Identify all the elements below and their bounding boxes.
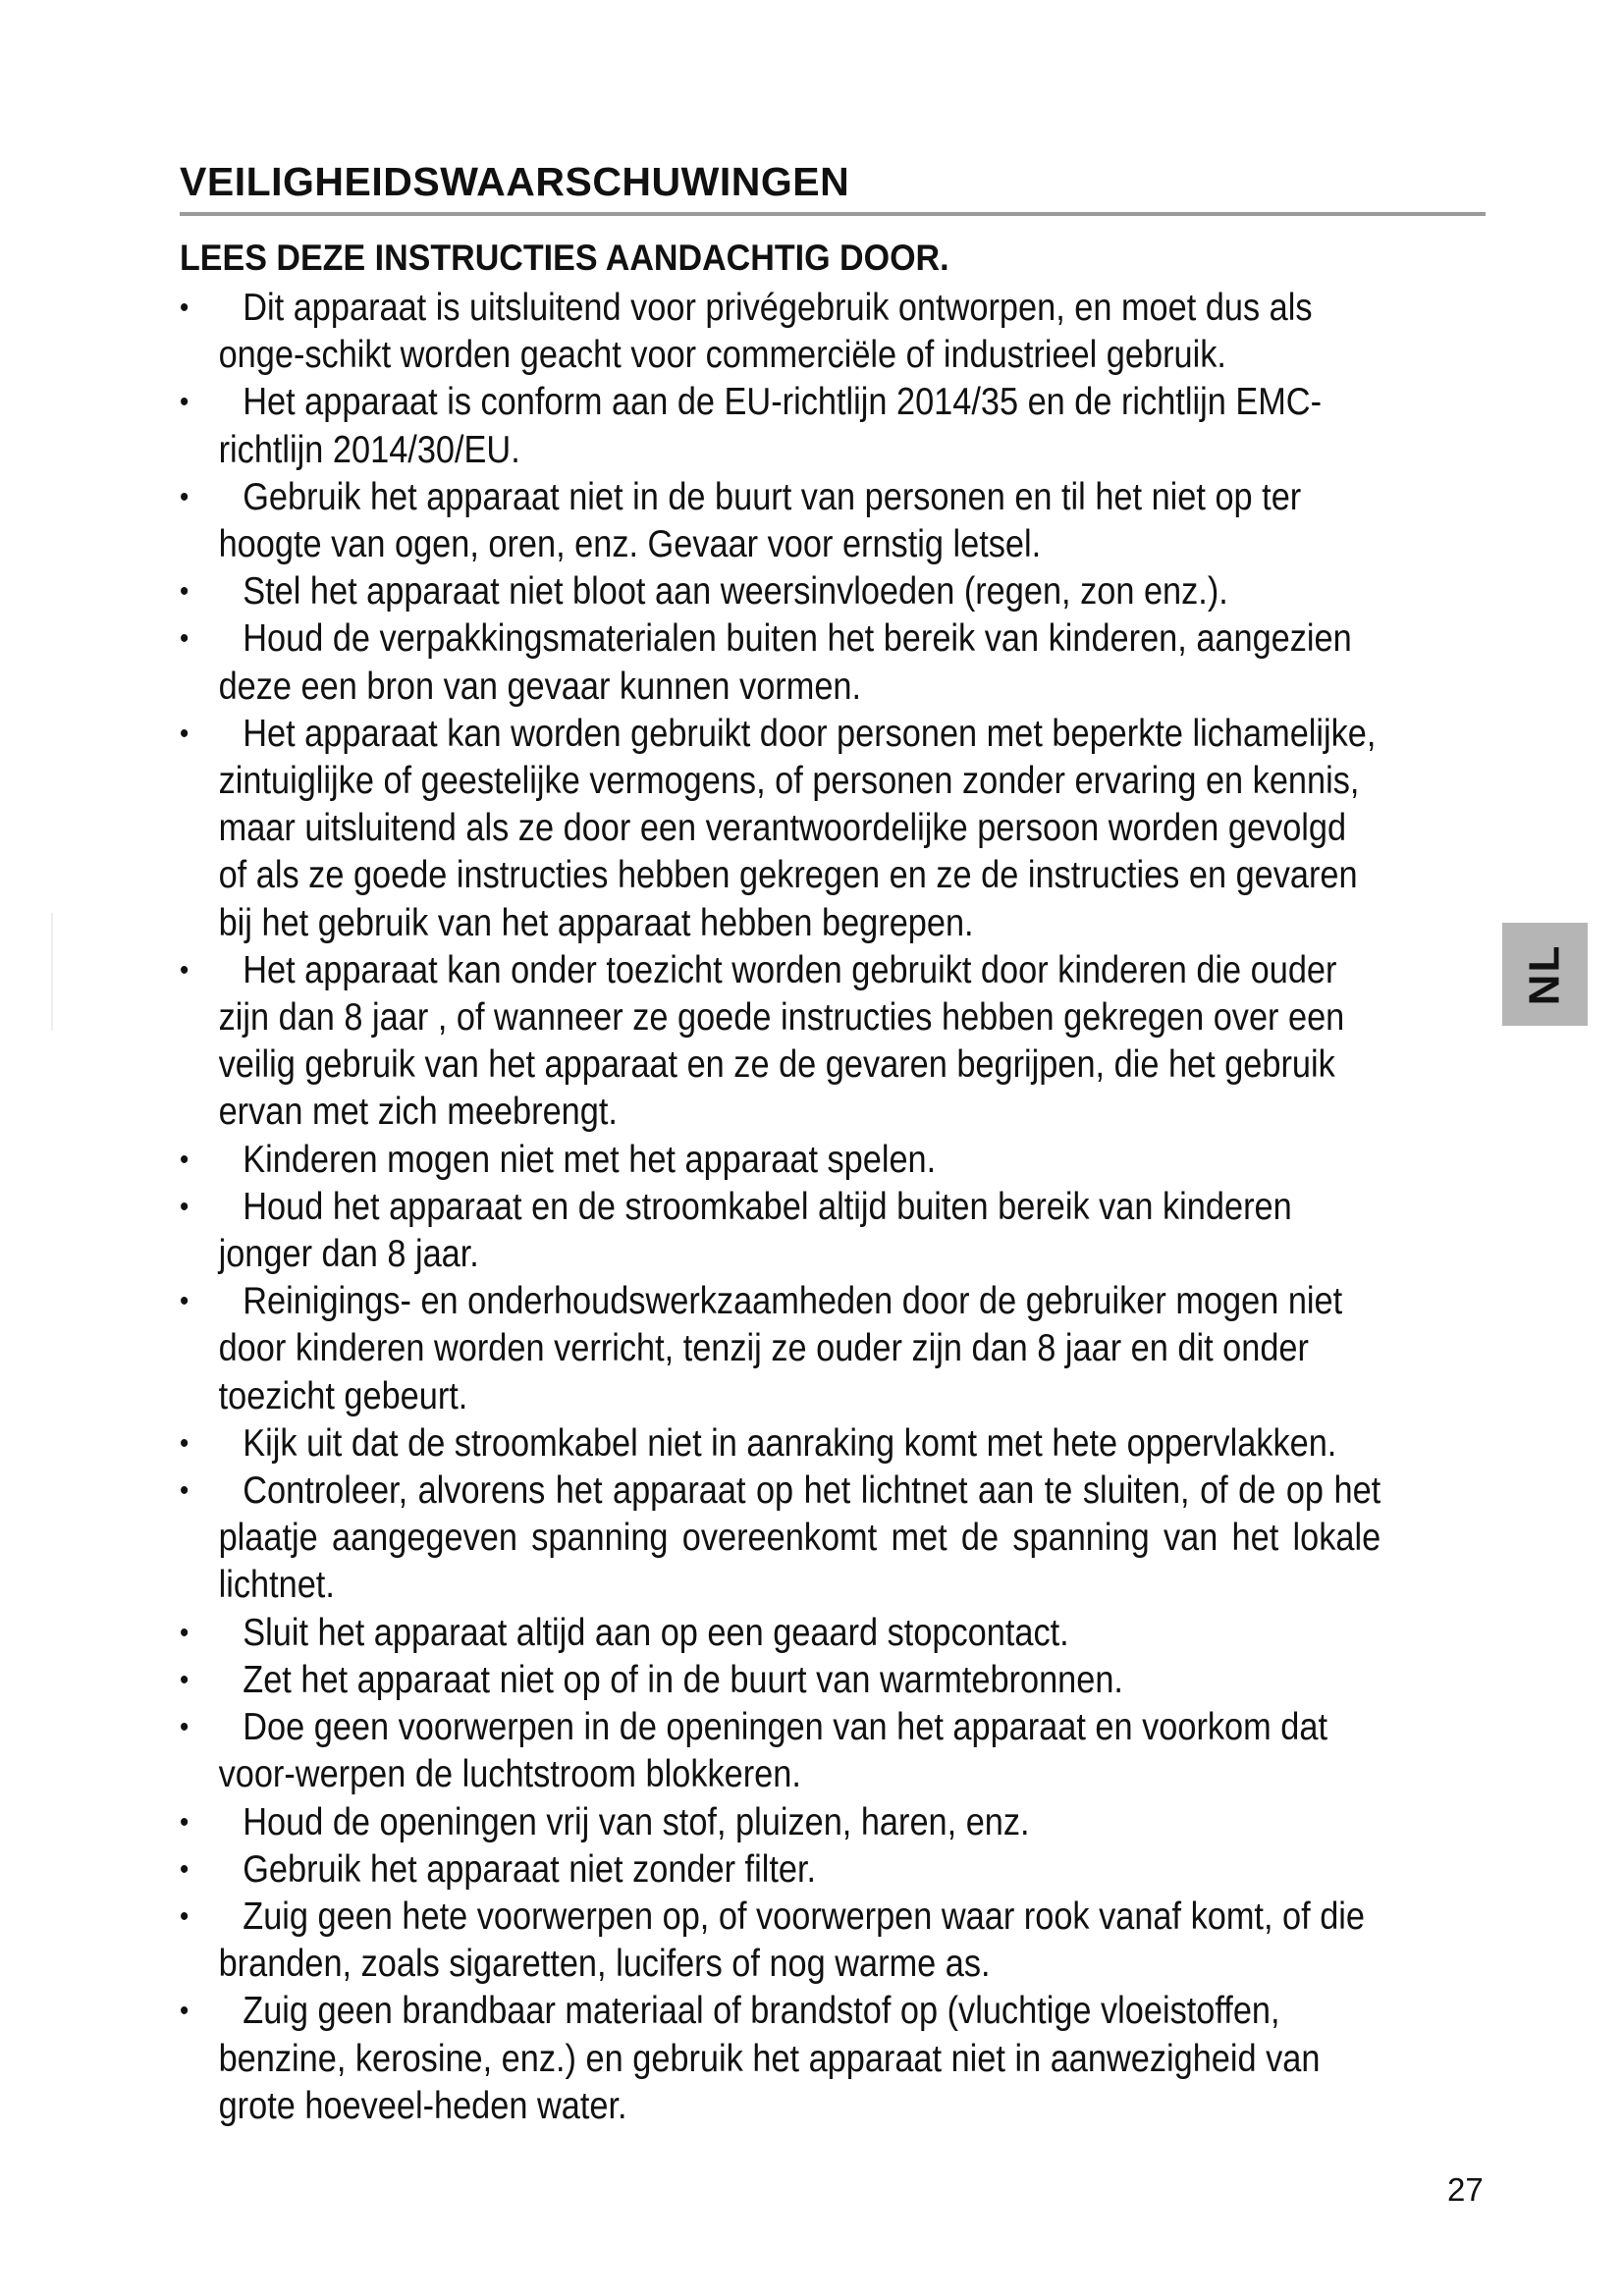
warning-item <box>180 568 1380 615</box>
bullet-icon: • <box>180 1663 189 1696</box>
warning-item <box>180 379 1380 473</box>
warning-item <box>180 1278 1380 1420</box>
bullet-icon: • <box>180 622 189 656</box>
warning-item <box>180 1704 1380 1798</box>
warning-item <box>180 1184 1380 1278</box>
bullet-icon: • <box>180 953 189 987</box>
bullet-icon: • <box>180 480 189 513</box>
warning-item <box>180 1894 1380 1988</box>
bullet-icon: • <box>180 1805 189 1839</box>
warning-text: Het apparaat kan onder toezicht worden gebruikt door kinderen die ouder zijn dan 8 jaar , of wanneer ze goede instructies hebben gekregen over een veilig gebruik van het apparaat en ze de gevaren begrijpen, die het gebruik ervan met zich meebrengt. <box>218 948 1345 1134</box>
warning-text: Zuig geen brandbaar materiaal of brandstof op (vluchtige vloeistoffen, benzine, kerosine, enz.) en gebruik het apparaat niet in aanwezigheid van grote hoeveel-heden water. <box>218 1990 1321 2127</box>
warning-text: Stel het apparaat niet bloot aan weersinvloeden (regen, zon enz.). <box>243 570 1228 614</box>
bullet-icon: • <box>180 1190 189 1223</box>
bullet-icon: • <box>180 292 189 324</box>
bullet-icon: • <box>180 386 189 419</box>
warning-item <box>180 615 1380 710</box>
language-tab <box>1502 923 1588 1026</box>
bullet-icon: • <box>180 1995 189 2028</box>
warning-text: Houd het apparaat en de stroomkabel altijd buiten bereik van kinderen jonger dan 8 jaar. <box>218 1185 1292 1276</box>
instructions-subheading: LEES DEZE INSTRUCTIES AANDACHTIG DOOR. <box>180 238 949 278</box>
warning-text: Zuig geen hete voorwerpen op, of voorwerpen waar rook vanaf komt, of die branden, zoals sigaretten, lucifers of nog warme as. <box>218 1895 1365 1986</box>
bullet-icon: • <box>180 575 189 609</box>
page-number: 27 <box>1447 2171 1484 2208</box>
bullet-icon: • <box>180 1285 189 1318</box>
bullet-icon: • <box>180 1143 189 1176</box>
warning-item <box>180 1799 1380 1846</box>
warning-item <box>180 1988 1380 2130</box>
warning-text: Gebruik het apparaat niet zonder filter. <box>243 1847 817 1891</box>
warning-item <box>180 947 1380 1137</box>
warning-text: Controleer, alvorens het apparaat op het lichtnet aan te sluiten, of de op het plaatje aangegeven spanning overeenkomt met de spanning van het lokale lichtnet. <box>218 1469 1381 1607</box>
warnings-list <box>180 285 1380 2130</box>
warning-text: Gebruik het apparaat niet in de buurt van personen en til het niet op ter hoogte van ogen, oren, enz. Gevaar voor ernstig letsel. <box>218 475 1302 566</box>
warning-text: Het apparaat kan worden gebruikt door personen met beperkte lichamelijke, zintuiglijke of geestelijke vermogens, of personen zonder ervaring en kennis, maar uitsluitend als ze door een verantwoordelijke persoon worden gevolgd of als ze goede instructies hebben gekregen en ze de instructies en gevaren bij het gebruik van het apparaat hebben begrepen. <box>218 712 1377 944</box>
warning-item <box>180 474 1380 568</box>
warning-item <box>180 1657 1380 1704</box>
warning-text: Houd de openingen vrij van stof, pluizen, haren, enz. <box>243 1800 1030 1843</box>
warning-text: Doe geen voorwerpen in de openingen van het apparaat en voorkom dat voor-werpen de luchtstroom blokkeren. <box>218 1706 1327 1796</box>
bullet-icon: • <box>180 1426 189 1460</box>
page-title: VEILIGHEIDSWAARSCHUWINGEN <box>180 159 1486 216</box>
warning-item <box>180 1420 1380 1468</box>
margin-mark <box>51 913 53 1031</box>
warning-item <box>180 1610 1380 1657</box>
warning-text: Reinigings- en onderhoudswerkzaamheden door de gebruiker mogen niet door kinderen worden verricht, tenzij ze ouder zijn dan 8 jaar en dit onder toezicht gebeurt. <box>218 1280 1343 1417</box>
language-code: NL <box>1520 943 1569 1005</box>
warning-item <box>180 711 1380 947</box>
warning-text: Houd de verpakkingsmaterialen buiten het bereik van kinderen, aangezien deze een bron van gevaar kunnen vormen. <box>218 617 1352 708</box>
bullet-icon: • <box>180 1852 189 1886</box>
bullet-icon: • <box>180 1616 189 1649</box>
warning-item <box>180 1468 1380 1610</box>
warning-item <box>180 285 1380 379</box>
warning-text: Zet het apparaat niet op of in de buurt van warmtebronnen. <box>243 1658 1123 1701</box>
bullet-icon: • <box>180 1899 189 1933</box>
warning-text: Sluit het apparaat altijd aan op een geaard stopcontact. <box>243 1611 1069 1654</box>
warning-text: Dit apparaat is uitsluitend voor privégebruik ontworpen, en moet dus als onge-schikt worden geacht voor commerciële of industrieel gebruik. <box>218 287 1313 377</box>
bullet-icon: • <box>180 1474 189 1508</box>
bullet-icon: • <box>180 717 189 750</box>
warning-item <box>180 1846 1380 1894</box>
warning-item <box>180 1137 1380 1184</box>
warning-text: Het apparaat is conform aan de EU-richtlijn 2014/35 en de richtlijn EMC-richtlijn 2014/30/EU. <box>218 381 1323 471</box>
warnings-section <box>180 285 1380 2130</box>
bullet-icon: • <box>180 1711 189 1744</box>
warning-text: Kinderen mogen niet met het apparaat spelen. <box>243 1138 937 1181</box>
warning-text: Kijk uit dat de stroomkabel niet in aanraking komt met hete oppervlakken. <box>243 1421 1337 1465</box>
